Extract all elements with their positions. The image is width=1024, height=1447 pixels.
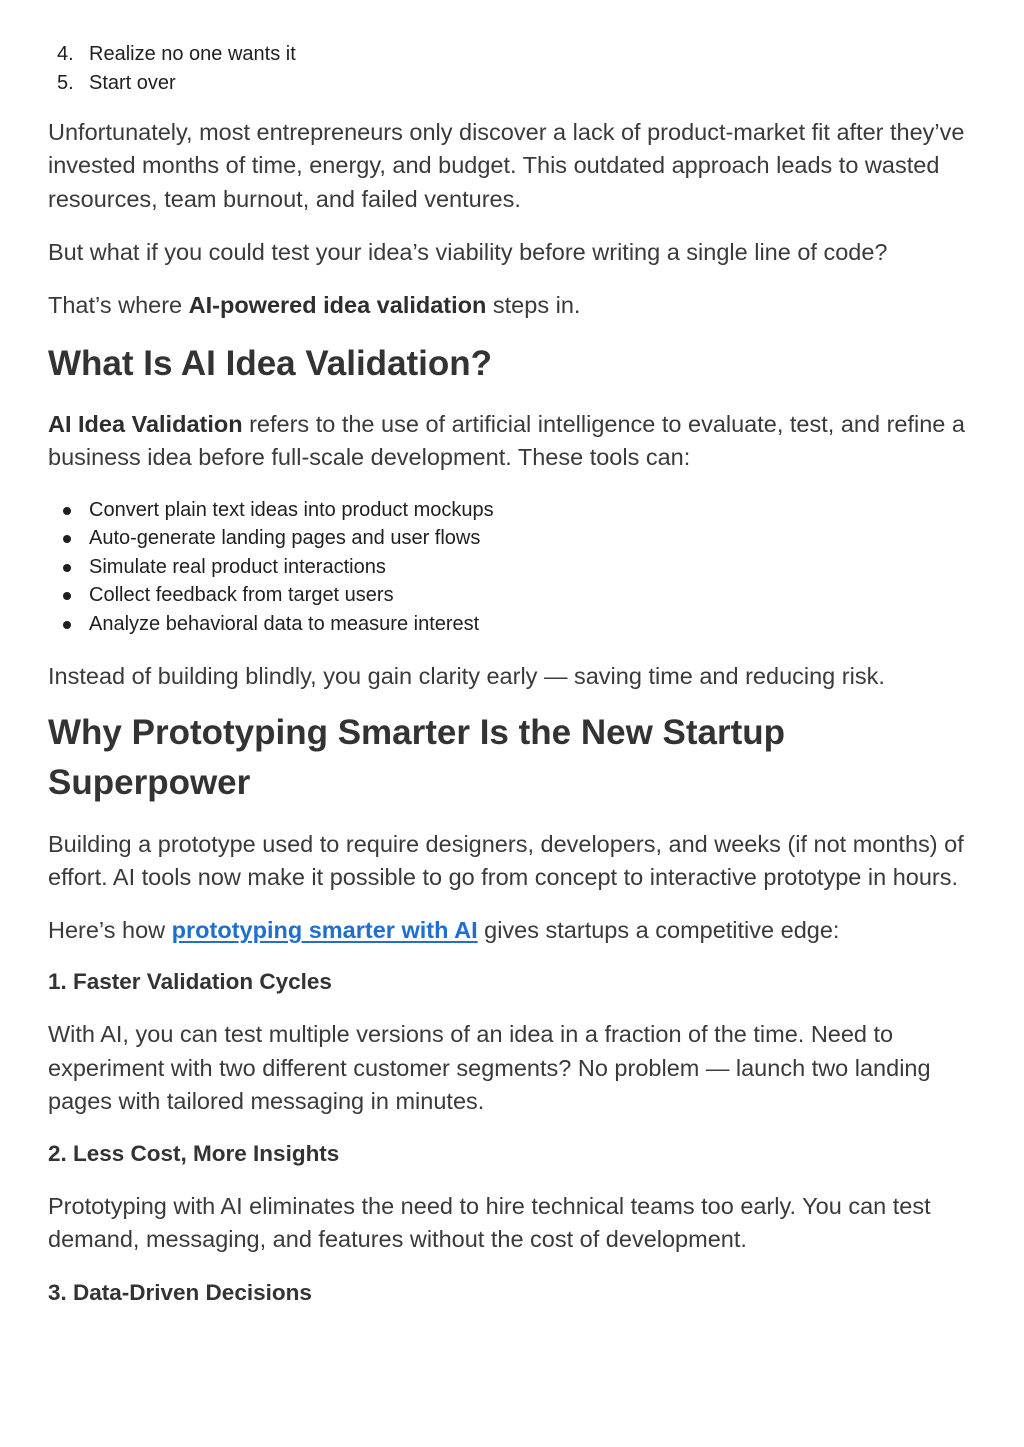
intro-paragraph-2: But what if you could test your idea’s viability before writing a single line of code? <box>48 238 888 265</box>
section2-paragraph-1: Building a prototype used to require designers, developers, and weeks (if not months) of effort. AI tools now make it possible to go from concept to interactive prototype in hours. <box>48 830 964 890</box>
list-item-text: Simulate real product interactions <box>89 555 386 578</box>
subheading-data-driven: 3. Data-Driven Decisions <box>48 1280 312 1306</box>
intro-p3-bold: AI-powered idea validation <box>188 292 487 318</box>
list-item-text: Collect feedback from target users <box>89 584 394 607</box>
section2-p2-after: gives startups a competitive edge: <box>477 917 840 944</box>
section1-lead-paragraph <box>48 408 978 474</box>
intro-p3-before: That’s where <box>48 292 189 318</box>
list-item-text: Realize no one wants it <box>89 43 296 65</box>
feature-bullet-list <box>48 496 978 639</box>
intro-p3-after: steps in. <box>486 292 581 318</box>
section-heading-prototyping-smarter: Why Prototyping Smarter Is the New Startup Superpower <box>48 712 786 802</box>
list-item <box>48 40 978 69</box>
bullet-icon <box>63 564 71 572</box>
section2-p2-before: Here’s how <box>48 917 172 944</box>
less-cost-paragraph: Prototyping with AI eliminates the need to hire technical teams too early. You can test demand, messaging, and features without the cost of development. <box>48 1193 931 1253</box>
intro-paragraph-1: Unfortunately, most entrepreneurs only discover a lack of product-market fit after they’ve invested months of time, energy, and budget. This outdated approach leads to wasted resources, team burnout, and failed ventures. <box>48 119 965 212</box>
section1-closing-paragraph: Instead of building blindly, you gain clarity early — saving time and reducing risk. <box>48 662 885 689</box>
prototyping-smarter-link[interactable]: prototyping smarter with AI <box>171 917 478 944</box>
list-item <box>48 581 978 610</box>
list-item-text: Auto-generate landing pages and user flows <box>89 527 481 550</box>
list-item <box>48 69 978 98</box>
bullet-icon <box>63 621 71 629</box>
subheading-less-cost: 2. Less Cost, More Insights <box>48 1141 340 1166</box>
list-number: 5. <box>57 71 74 94</box>
bullet-icon <box>63 507 71 515</box>
section2-paragraph-2 <box>48 914 978 947</box>
list-item-text: Analyze behavioral data to measure interest <box>89 612 480 635</box>
list-item <box>48 496 978 525</box>
numbered-list <box>48 40 978 97</box>
list-item <box>48 610 978 639</box>
section1-lead-bold: AI Idea Validation <box>48 411 243 438</box>
section-heading-ai-idea-validation: What Is AI Idea Validation? <box>48 344 493 384</box>
list-number: 4. <box>57 43 74 65</box>
section1-lead-rest: refers to the use of artificial intelligence to evaluate, test, and refine a business idea before full-scale development. These tools can: <box>48 411 965 471</box>
list-item <box>48 524 978 553</box>
bullet-icon <box>63 592 71 600</box>
list-item-text: Start over <box>89 71 176 94</box>
intro-paragraph-3 <box>48 289 978 322</box>
subheading-faster-validation: 1. Faster Validation Cycles <box>48 969 332 995</box>
list-item <box>48 553 978 582</box>
article-body <box>48 40 978 1309</box>
faster-validation-paragraph: With AI, you can test multiple versions of an idea in a fraction of the time. Need to experiment with two different customer segments? No problem — launch two landing pages with tailored messaging in minutes. <box>48 1021 931 1114</box>
bullet-icon <box>63 535 71 543</box>
list-item-text: Convert plain text ideas into product mockups <box>89 498 494 521</box>
